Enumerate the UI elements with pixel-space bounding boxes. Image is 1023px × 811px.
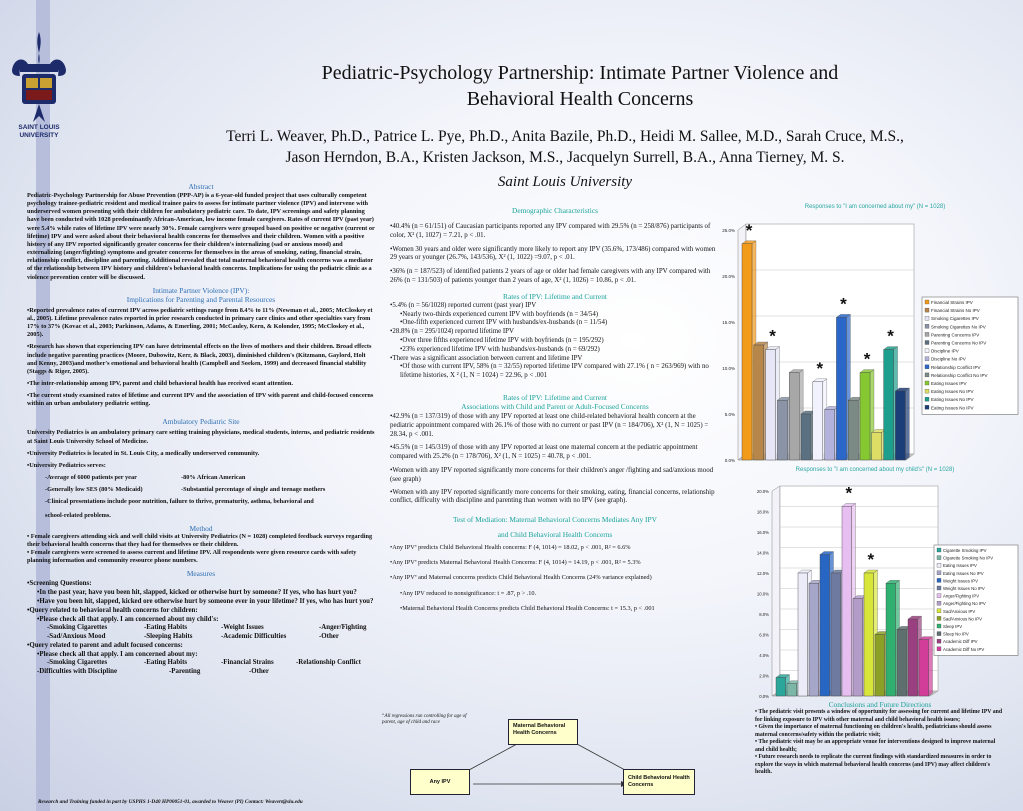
- ipv-point-1: •Reported prevalence rates of current IPV across pediatric settings range from 8.4% to 11% (Newman et al., 2005; McCloskey et al., 2005). Lifetime prevalence rates reported in prior research conducted in primary care clinics and other specialties vary from 17% to 37% (Kovac et al., 2003; Parkinson, Adams, & Emerling, 2001; McCauley, Kern, & Kolonder, 1995; McCloskey et al., 2005).: [27, 306, 373, 339]
- chart-1-legend-label: Financial Strains No IPV: [931, 308, 980, 314]
- box-any-ipv: Any IPV: [410, 769, 470, 795]
- institution: Saint Louis University: [497, 174, 633, 190]
- mediation-2: •Any IPVª predicts Maternal Behavioral Health Concerns: F (4, 1014) = 14.19, p < .001, R² = 5.3%: [390, 559, 641, 567]
- measures-10b: -Eating Habits: [144, 659, 188, 667]
- chart-1-legend-label: Eating Issues No IPV: [931, 397, 974, 403]
- chart-1-legend-label: Discipline No IPV: [931, 356, 966, 362]
- demographics-heading: Demographic Characteristics: [512, 206, 598, 215]
- associations-3: •Women with any IPV reported significantly more concerns for their children's anger /fighting and sad/anxious mood (see graph): [390, 466, 714, 483]
- associations-2: •45.5% (n = 145/319) of those with any IPV reported at least one maternal concern at the pediatric appointment compared with 25.2% (n = 178/706), X² (1, N = 1025) = 40.78, p < .001.: [390, 444, 698, 461]
- measures-heading: Measures: [186, 569, 216, 579]
- chart-1-legend-swatch: [925, 381, 929, 385]
- middle-column: [390, 206, 720, 613]
- chart-1-significance-star: *: [863, 349, 871, 369]
- chart-1-bar: [895, 388, 909, 460]
- ambulatory-row-2: [27, 486, 375, 494]
- chart-1-tick-label: 5.0%: [724, 412, 735, 417]
- chart-1-tick-label: 10.0%: [722, 366, 735, 371]
- chart-2-legend-swatch: [937, 632, 941, 636]
- demographics-point-2: •Women 30 years and older were significantly more likely to report any IPV (35.6%, 173/486) compared with women 29 years or younger (26.7%, 143/536), X² (1, 1022) =9.07, p < .01.: [390, 245, 716, 262]
- chart-2-title: Responses to "I am concerned about my child's" (N = 1028): [795, 467, 955, 473]
- chart-1-legend-label: Relationship Conflict No IPV: [931, 372, 988, 378]
- arrow-mediator-to-child: [577, 744, 625, 770]
- chart-1-tick-label: 15.0%: [722, 320, 735, 325]
- chart-2-significance-star: *: [867, 550, 875, 569]
- measures-10: [27, 659, 375, 668]
- mediation-heading-2: and Child Behavioral Health Concerns: [497, 530, 613, 540]
- measures-5: •Please check all that apply. I am concerned about my child's:: [37, 615, 219, 623]
- conclusion-1: • The pediatric visit presents a window of opportunity for assessing for current and lifetime IPV and for linking exposure to IPV with other maternal and child behavioral health issues;: [755, 709, 1003, 723]
- associations-heading-2: Associations with Child and Parent or Adult-Focused Concerns: [461, 401, 649, 411]
- chart-2-legend-label: Sleep IPV: [943, 624, 963, 629]
- chart-1-legend-label: Eating Issues IPV: [931, 381, 967, 386]
- chart-2-bar: [919, 637, 933, 696]
- measures-11: [27, 668, 375, 677]
- chart-1-legend-label: Discipline IPV: [931, 348, 959, 354]
- chart-2-legend-label: Eating Issues No IPV: [943, 570, 984, 576]
- chart-1-legend-swatch: [925, 324, 929, 328]
- measures-11c: -Other: [249, 668, 269, 676]
- conclusions: [755, 700, 1005, 777]
- rates-heading: Rates of IPV: Lifetime and Current: [503, 291, 607, 301]
- left-column: [27, 182, 375, 677]
- chart-1-legend-label: Parenting Concerns IPV: [931, 332, 980, 338]
- chart-2-legend-swatch: [937, 616, 941, 620]
- ambulatory-heading: Ambulatory Pediatric Site: [162, 417, 240, 427]
- chart-1-legend-label: Parenting Concerns No IPV: [931, 340, 987, 346]
- chart-2-tick-label: 14.0%: [756, 550, 769, 556]
- measures-10a: -Smoking Cigarettes: [47, 659, 108, 667]
- chart-2-legend-swatch: [937, 624, 941, 628]
- chart-1-title: Responses to "I am concerned about my" (N = 1028): [804, 204, 946, 210]
- chart-2-significance-star: *: [845, 483, 853, 503]
- chart-2-tick-label: 16.0%: [756, 530, 769, 535]
- ambulatory-row-3: -Clinical presentations include poor nutrition, failure to thrive, prematurity, asthma, behavioral and: [45, 498, 314, 506]
- measures-11a: -Difficulties with Discipline: [37, 668, 118, 676]
- measures-6a: -Smoking Cigarettes: [47, 624, 108, 632]
- chart-2-tick-label: 8.0%: [759, 612, 769, 617]
- conclusion-3: • The pediatric visit may be an appropriate venue for interventions designed to improve maternal and child health;: [755, 739, 996, 753]
- chart-2-legend-swatch: [937, 639, 941, 643]
- funding-footer: Research and Training funded in part by USPHS 1-D40 HP00051-01, awarded to Weaver (PI) Contact: Weavert@slu.edu: [38, 799, 303, 805]
- ipv-point-2: •Research has shown that experiencing IPV can have detrimental effects on the lives of mothers and their children. Broad effects include negative parenting practices (Moore, Dubowitz, Kerr, & Black, 2003), diminished children's (Kitzmann, Gaylord, Holt and Kenny, 2003)and mother's emotional and behavioral health (Campbell and Soeken, 1999) and decreased financial stability (Staggs & Riger, 2005).: [27, 343, 372, 375]
- title-line-1: Pediatric-Psychology Partnership: Intimate Partner Violence and: [321, 62, 839, 84]
- chart-1-legend-swatch: [925, 357, 929, 361]
- measures-7: [27, 633, 375, 642]
- chart-2-legend-swatch: [937, 647, 941, 651]
- rates-4: •28.8% (n = 295/1024) reported lifetime IPV: [390, 328, 514, 336]
- chart-2-legend-label: Sleep No IPV: [943, 631, 969, 637]
- chart-1-legend-label: Smoking Cigarettes No IPV: [931, 324, 986, 330]
- rates-7: •There was a significant association between current and lifetime IPV: [390, 354, 583, 362]
- chart-2-legend-swatch: [937, 609, 941, 613]
- ipv-heading: [27, 286, 375, 304]
- measures-11b: -Parenting: [169, 668, 201, 676]
- ambulatory-row-2a: -Generally low SES (80% Medicaid): [45, 486, 143, 494]
- measures-3: •Have you been hit, slapped, kicked ore otherwise hurt by someone ever in your lifetime? If yes, who has hurt you?: [37, 597, 374, 605]
- chart-1-legend-label: Relationship Conflict IPV: [931, 364, 981, 370]
- measures-1: •Screening Questions:: [27, 580, 92, 588]
- chart-1-legend-swatch: [925, 405, 929, 409]
- ambulatory-point-3: •University Pediatrics serves:: [27, 461, 106, 469]
- conclusions-heading: Conclusions and Future Directions: [828, 700, 932, 709]
- chart-1-legend-swatch: [925, 349, 929, 353]
- mediation-note: ª All regressions run controlling for age of parent, age of child and race: [382, 714, 467, 725]
- measures-7c: -Academic Difficulties: [221, 633, 287, 641]
- chart-2-legend-swatch: [937, 563, 941, 567]
- measures-2: •In the past year, have you been hit, slapped, kicked or otherwise hurt by someone? If yes, who has hurt you?: [37, 589, 357, 597]
- chart-2-legend-label: Weight Issues No IPV: [943, 586, 985, 591]
- ambulatory-point-1: University Pediatrics is an ambulatory primary care setting training physicians, medical students, interns, and pediatric residents at Saint Louis University School of Medicine.: [27, 429, 375, 445]
- mediation-4: •Any IPV reduced to nonsignificance: t = .87, p > .10.: [400, 589, 537, 597]
- ambulatory-row-3b: school-related problems.: [45, 511, 111, 519]
- rates-6: •23% experienced lifetime IPV with husbands/ex-husbands (n = 69/292): [400, 345, 600, 353]
- associations-heading: [390, 393, 720, 411]
- measures-8: •Query related to parent and adult focused concerns:: [27, 641, 183, 649]
- chart-1-legend-swatch: [925, 332, 929, 336]
- abstract-heading: Abstract: [188, 182, 214, 191]
- demographics-point-1: •40.4% (n = 61/151) of Caucasian participants reported any IPV compared with 29.5% (n = 258/876) participants of color, X² (1, 1027) = 7.21, p < .01.: [390, 223, 711, 239]
- chart-1-legend-label: Financial Strains IPV: [931, 300, 973, 305]
- measures-6d: -Anger/Fighting: [319, 624, 367, 632]
- chart-1: [700, 212, 1020, 472]
- ambulatory-row-1: [27, 474, 375, 482]
- measures-6c: -Weight Issues: [221, 624, 264, 632]
- associations-heading-1: Rates of IPV: Lifetime and Current: [503, 392, 607, 402]
- ipv-point-3: •The inter-relationship among IPV, parent and child behavioral health has received scant attention.: [27, 379, 293, 387]
- rates-8: •Of those with current IPV, 58% (n = 32/55) reported lifetime IPV compared with 27.1% ( n = 263/969) with no lifetime histories, X ² (1, N = 1024) = 22.96, p < .001: [400, 363, 709, 380]
- measures-7b: -Sleeping Habits: [144, 633, 193, 641]
- chart-1-legend-swatch: [925, 389, 929, 393]
- ipv-heading-line-2: Implications for Parenting and Parental Resources: [126, 294, 276, 304]
- chart-2-legend-swatch: [937, 594, 941, 598]
- chart-2-legend-label: Sad/Anxious No IPV: [943, 616, 982, 622]
- chart-1-legend-swatch: [925, 308, 929, 312]
- arrow-ipv-to-mediator: [469, 744, 517, 770]
- chart-1-significance-star: *: [887, 326, 894, 346]
- box-mediator: Maternal Behavioral Health Concerns: [508, 719, 578, 745]
- chart-2-legend-label: Cigarette Smoking IPV: [943, 548, 987, 553]
- chart-1-legend-swatch: [925, 300, 929, 304]
- chart-1-legend-swatch: [925, 341, 929, 345]
- chart-2-tick-label: 10.0%: [756, 591, 769, 597]
- chart-1-tick-label: 0.0%: [724, 458, 735, 463]
- chart-2-legend-label: Eating Issues IPV: [943, 563, 977, 569]
- authors: [110, 126, 1020, 168]
- chart-2-legend-swatch: [937, 548, 941, 552]
- chart-2: [736, 475, 1021, 700]
- ambulatory-point-2: •University Pediatrics is located in St. Louis City, a medically underserved community.: [27, 449, 260, 457]
- chart-1-legend-label: Eating Issues No IPV: [931, 389, 974, 395]
- authors-line-2: Jason Herndon, B.A., Kristen Jackson, M.S., Jacquelyn Surrell, B.A., Anna Tierney, M. S.: [285, 149, 845, 166]
- chart-2-legend-swatch: [937, 571, 941, 575]
- ambulatory-row-2b: -Substantial percentage of single and teenage mothers: [181, 486, 326, 494]
- measures-7d: -Other: [319, 633, 339, 641]
- chart-1-tick-label: 20.0%: [722, 274, 735, 279]
- chart-2-legend-label: Cigarette Smoking No IPV: [943, 555, 994, 561]
- chart-2-legend-swatch: [937, 578, 941, 582]
- chart-2-side-wall: [772, 486, 780, 696]
- title-line-2: Behavioral Health Concerns: [466, 88, 694, 110]
- measures-6b: -Eating Habits: [144, 624, 188, 632]
- measures-10c: -Financial Strains: [221, 659, 274, 667]
- ambulatory-row-1b: -80% African American: [181, 474, 246, 482]
- method-point-1: • Female caregivers attending sick and well child visits at University Pediatrics (N = 1028) completed feedback surveys regarding their behavioral health concerns that they had for themselves or their children.: [27, 532, 373, 548]
- chart-1-legend-swatch: [925, 373, 929, 377]
- measures-4: •Query related to behavioral health concerns for children:: [27, 606, 198, 614]
- rates-2: •Nearly two-thirds experienced current IPV with boyfriends (n = 34/54): [400, 310, 599, 318]
- chart-2-legend-swatch: [937, 586, 941, 590]
- mediation-5: •Maternal Behavioral Health Concerns predicts Child Behavioral Health Concerns: t = 15.3, p < .001: [400, 604, 655, 612]
- chart-2-tick-label: 2.0%: [759, 673, 769, 679]
- chart-2-legend-label: Weight Issues IPV: [943, 578, 979, 584]
- chart-2-legend-label: Sad/Anxious IPV: [943, 608, 976, 614]
- chart-2-tick-label: 20.0%: [756, 489, 769, 494]
- chart-1-legend-label: Eating Issues No IPV: [931, 405, 974, 411]
- ambulatory-row-1a: -Average of 6000 patients per year: [45, 474, 137, 482]
- chart-1-legend-label: Smoking Cigarettes IPV: [931, 316, 979, 322]
- chart-2-tick-label: 0.0%: [759, 694, 769, 699]
- chart-2-legend-label: Anger/Fighting No IPV: [943, 601, 986, 607]
- ipv-point-4: •The current study examined rates of lifetime and current IPV and the association of IPV with parent and child-focused concerns within an urban ambulatory pediatric setting.: [27, 392, 374, 408]
- rates-1: •5.4% (n = 56/1028) reported current (past year) IPV: [390, 301, 537, 309]
- associations-1: •42.9% (n = 137/319) of those with any IPV reported at least one child-related behavioral health concern at the pediatric appointment compared with 26.1% of those with no current or past IPV (n = 184/706), X² (1, N = 1025) = 28.34, p < .001.: [390, 412, 709, 438]
- logo-text: SAINT LOUIS UNIVERSITY: [18, 124, 60, 139]
- chart-1-legend-swatch: [925, 397, 929, 401]
- method-heading: Method: [189, 523, 213, 533]
- conclusion-4: • Future research needs to replicate the current findings with standardized measures in order to explore the ways in which maternal behavioral health concerns (and IPV) may affect children's health.: [755, 754, 992, 775]
- poster-title: [150, 60, 1010, 112]
- chart-2-tick-label: 18.0%: [756, 509, 769, 515]
- chart-2-legend-swatch: [937, 601, 941, 605]
- chart-2-tick-label: 4.0%: [759, 653, 769, 658]
- rates-5: •Over three fifths experienced lifetime IPV with boyfriends (n = 195/292): [400, 336, 604, 344]
- conclusion-2: • Given the importance of maternal functioning on children's health, pediatricians should assess maternal concerns/safety within the pediatric visit;: [755, 724, 992, 738]
- rates-3: •One-fifth experienced current IPV with husbands/ex-husbands (n = 11/54): [400, 319, 608, 327]
- chart-2-legend-label: Anger/Fighting IPV: [943, 593, 980, 599]
- chart-1-tick-label: 25.0%: [722, 228, 735, 233]
- chart-1-significance-star: *: [769, 326, 776, 346]
- chart-1-legend-swatch: [925, 316, 929, 320]
- chart-2-tick-label: 6.0%: [759, 632, 769, 638]
- ipv-heading-line-1: Intimate Partner Violence (IPV):: [152, 285, 250, 295]
- chart-2-legend-swatch: [937, 556, 941, 560]
- chart-2-tick-label: 12.0%: [756, 571, 769, 576]
- mediation-1: •Any IPVª predicts Child Behavioral Health concerns: F (4, 1014) = 18.02, p < .001, R² = 6.6%: [390, 544, 631, 552]
- mediation-3: •Any IPVª and Maternal concerns predicts Child Behavioral Health Concerns (24% variance explained): [390, 574, 652, 582]
- chart-1-significance-star: *: [745, 220, 753, 240]
- chart-2-legend-label: Academic Diff No IPV: [943, 646, 985, 652]
- measures-9: •Please check all that apply. I am concerned about my:: [37, 650, 198, 658]
- associations-4: •Women with any IPV reported significantly more concerns for their smoking, eating, financial concerns, relationship conflict, difficulty with discipline and parenting than women with no IPV (see graph).: [390, 488, 715, 505]
- chart-1-legend-swatch: [925, 365, 929, 369]
- measures-7a: -Sad/Anxious Mood: [47, 633, 106, 641]
- measures-10d: -Relationship Conflict: [296, 659, 361, 667]
- chart-1-significance-star: *: [816, 358, 824, 378]
- method-point-2: • Female caregivers were screened to assess current and lifetime IPV. All respondents were given resource cards with safety planning information and community resource phone numbers.: [27, 549, 357, 565]
- box-child: Child Behavioral Health Concerns: [623, 769, 695, 795]
- chart-1-significance-star: *: [840, 294, 847, 314]
- mediation-heading-1: Test of Mediation: Maternal Behavioral Concerns Mediates Any IPV: [453, 515, 657, 525]
- demographics-point-3: •36% (n = 187/523) of identified patients 2 years of age or older had female caregivers with any IPV compared with 26% (n = 131/503) of patients younger than 2 years of age, X² (1, 1026) = 10.86, p < .01.: [390, 268, 711, 284]
- authors-line-1: Terri L. Weaver, Ph.D., Patrice L. Pye, Ph.D., Anita Bazile, Ph.D., Heidi M. Sallee, M.D., Sarah Cruce, M.S.,: [226, 128, 904, 145]
- abstract-text: Pediatric-Psychology Partnership for Abuse Prevention (PPP-AP) is a 6-year-old funded project that uses culturally competent psychology trainee-pediatric resident and medical trainee pairs to assess for intimate partner violence (IPV) and intervene with underserved women presenting with their children for ambulatory pediatric care. To date, IPV screenings and safety planning have been conducted with 1028 predominantly African-American, low income female caregivers. Rates of current IPV (past year) were 5.4% while rates of lifetime IPV were nearly 30%. Female caregivers were grouped based on positive or negative (current or lifetime) IPV and were asked about their behavioral health concerns for themselves and their children. Women with a positive history of any IPV reported significantly greater concerns for their children's internalizing (sad or anxious mood) and externalizing (anger/fighting) symptoms and greater concerns for themselves in the areas of smoking, eating, financial strain, relationship conflict, discipline and parenting. Additional revealed that total maternal behavioral health concerns was a mediator of the relationship between IPV history and children's behavioral health concerns. Implications for using the pediatric clinic as a violence prevention center will be discussed.: [27, 192, 375, 281]
- chart-2-legend-label: Academic Diff IPV: [943, 639, 978, 645]
- measures-6: [27, 624, 375, 633]
